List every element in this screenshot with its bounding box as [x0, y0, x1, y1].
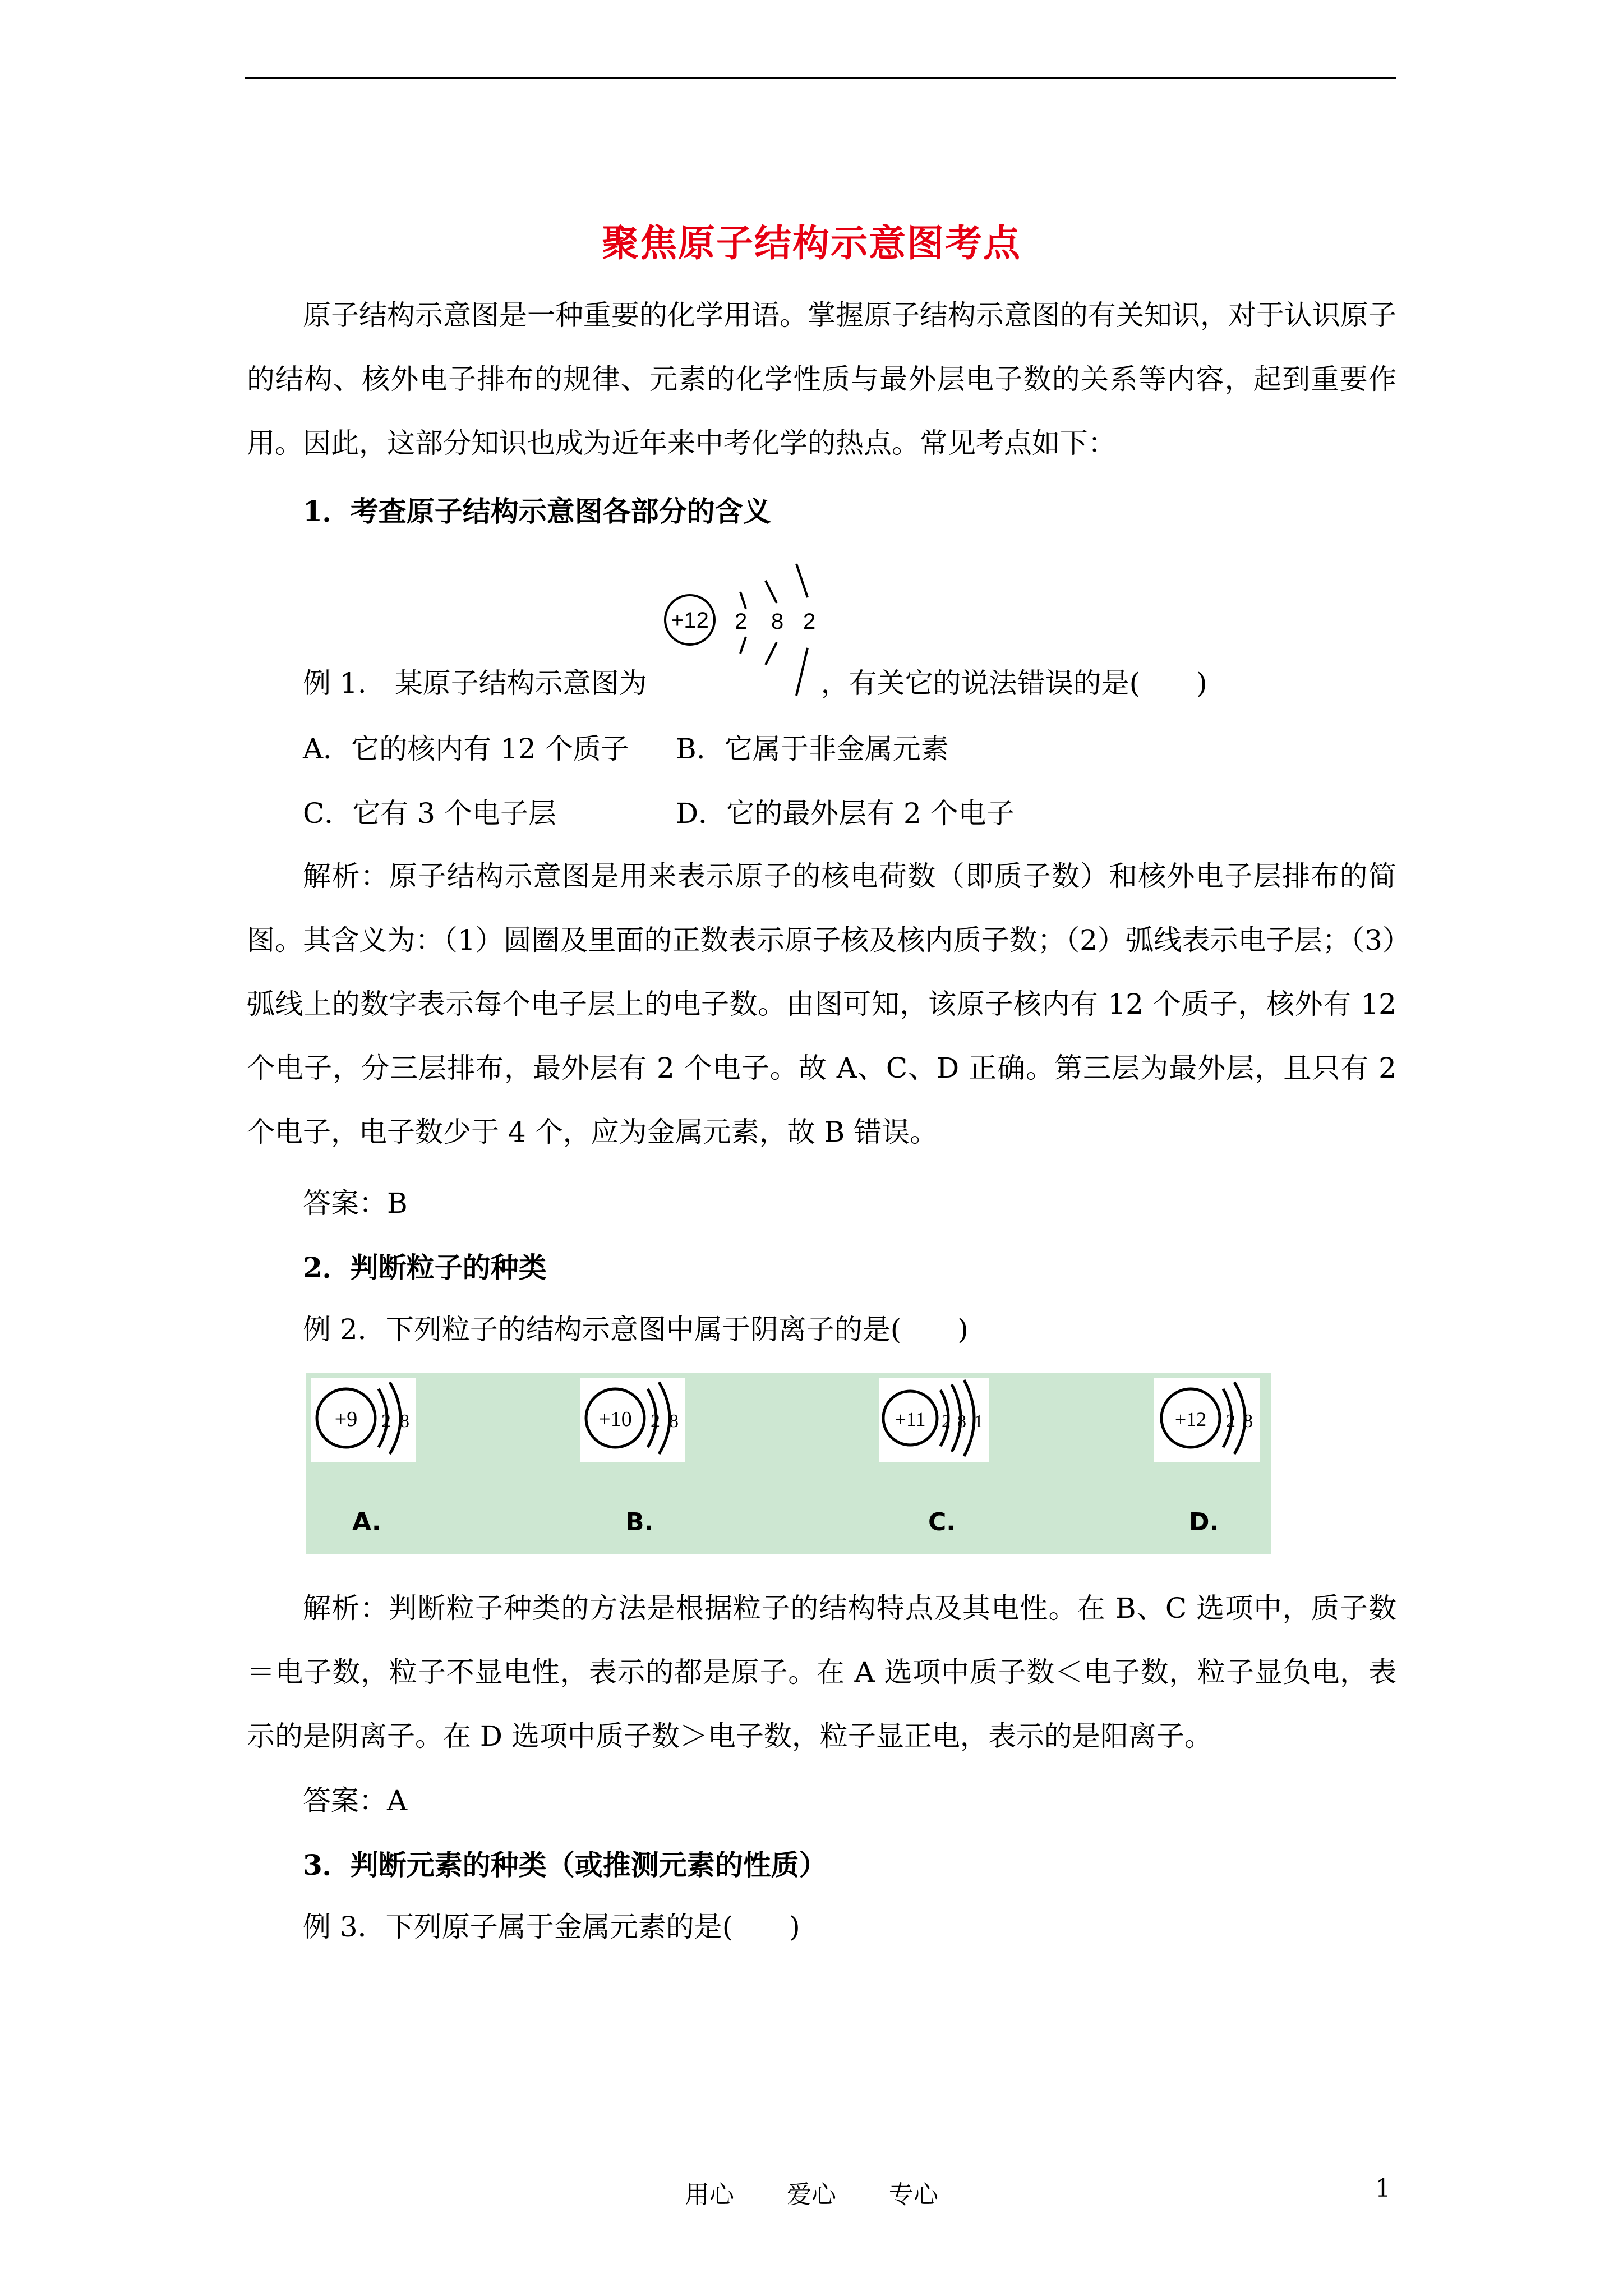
- nucleus-charge: +12: [671, 608, 709, 633]
- example-2-answer: 答案：A: [303, 1784, 408, 1817]
- nucleus-charge: +11: [895, 1408, 926, 1430]
- shell-count: 8: [957, 1411, 966, 1431]
- shell-count-1: 2: [735, 609, 748, 634]
- option-b: B．它属于非金属元素: [676, 733, 949, 765]
- footer-item: 爱心: [787, 2180, 836, 2209]
- example-1-answer: 答案：B: [303, 1187, 408, 1220]
- intro-paragraph: 原子结构示意图是一种重要的化学用语。掌握原子结构示意图的有关知识，对于认识原子的结构、核外电子排布的规律、元素的化学性质与最外层电子数的关系等内容，起到重要作用。因此，这部分知识也成为近年来中考化学的热点。常见考点如下：: [247, 299, 1396, 459]
- particle-a-diagram: [311, 1378, 416, 1462]
- shell-count: 8: [400, 1411, 409, 1432]
- page-title: 聚焦原子结构示意图考点: [602, 221, 1021, 265]
- shell-count: 2: [651, 1411, 660, 1432]
- nucleus-charge: +10: [598, 1407, 632, 1431]
- particle-b-diagram: [580, 1378, 685, 1462]
- example-1-question: [303, 661, 1207, 701]
- header-rule: [245, 77, 1396, 79]
- option-a: A．它的核内有 12 个质子: [303, 733, 629, 765]
- particle-a-label: A.: [352, 1508, 381, 1536]
- footer-item: 专心: [889, 2180, 938, 2209]
- shell-arc: [390, 1382, 400, 1454]
- section-2-heading: 2．判断粒子的种类: [303, 1251, 547, 1284]
- shell-count: 8: [1243, 1411, 1253, 1432]
- example-2-analysis: 解析：判断粒子种类的方法是根据粒子的结构特点及其电性。在 B、C 选项中，质子数＝电子数，粒子不显电性，表示的都是原子。在 A 选项中质子数＜电子数，粒子显负电，表示的是阴离子。在 D 选项中质子数＞电子数，粒子显正电，表示的是阳离子。: [247, 1592, 1396, 1752]
- shell-count-3: 2: [803, 609, 816, 634]
- particle-d-diagram: [1154, 1378, 1260, 1462]
- shell-count: 2: [1226, 1411, 1235, 1432]
- option-d: D．它的最外层有 2 个电子: [676, 797, 1015, 830]
- nucleus-charge: +12: [1174, 1408, 1207, 1430]
- particle-diagrams-panel: [306, 1373, 1271, 1554]
- shell-arc: [659, 1382, 670, 1454]
- nucleus-charge: +9: [334, 1407, 358, 1431]
- footer-item: 用心: [685, 2180, 734, 2209]
- shell-count: 1: [974, 1411, 983, 1431]
- section-3-heading: 3．判断元素的种类（或推测元素的性质）: [303, 1848, 827, 1881]
- page-number: 1: [1375, 2174, 1391, 2203]
- shell-count: 2: [942, 1411, 951, 1431]
- particle-d-label: D.: [1189, 1508, 1219, 1536]
- shell-count: 2: [381, 1411, 391, 1432]
- section-1-heading: 1．考查原子结构示意图各部分的含义: [303, 495, 771, 528]
- example-3-question: 例 3．下列原子属于金属元素的是( ): [303, 1911, 800, 1943]
- shell-count: 8: [669, 1411, 679, 1432]
- particle-c-label: C.: [928, 1508, 956, 1536]
- particle-b-label: B.: [625, 1508, 654, 1536]
- example-1-prefix: 例 1. 某原子结构示意图为: [303, 667, 647, 700]
- shell-count-2: 8: [771, 609, 784, 634]
- option-c: C．它有 3 个电子层: [303, 797, 556, 830]
- example-1-analysis: 解析：原子结构示意图是用来表示原子的核电荷数（即质子数）和核外电子层排布的简图。其含义为：（1）圆圈及里面的正数表示原子核及核内质子数；（2）弧线表示电子层；（3）弧线上的数字表示每个电子层上的电子数。由图可知，该原子核内有 12 个质子，核外有 12 个电子，分三层排布，最外层有 2 个电子。故 A、C、D 正确。第三层为最外层，且只有 2 个电子，电子数少于 4 个，应为金属元素，故 B 错误。: [247, 860, 1396, 1148]
- example-2-question: 例 2．下列粒子的结构示意图中属于阴离子的是( ): [303, 1313, 969, 1346]
- example-1-suffix: ，有关它的说法错误的是( ): [820, 667, 1207, 700]
- particle-c-diagram: [879, 1378, 989, 1462]
